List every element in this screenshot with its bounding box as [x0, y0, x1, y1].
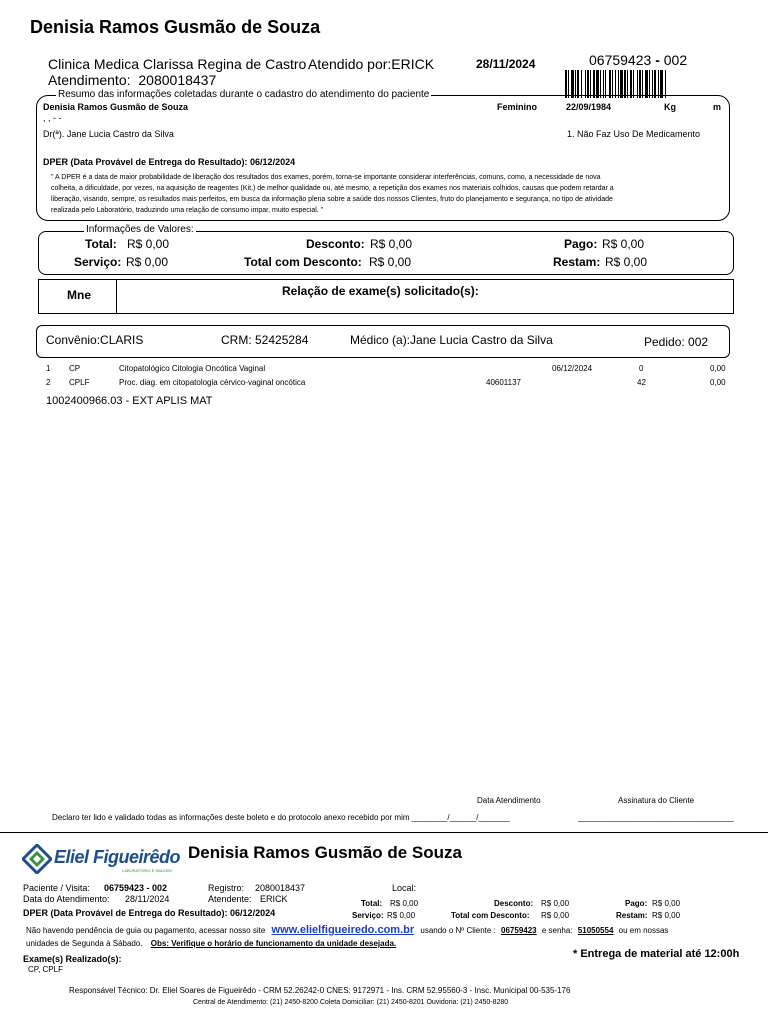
exam-row-1-desc: Citopatológico Citologia Oncótica Vaginal: [119, 364, 266, 373]
values-restam-label: Restam:: [553, 255, 601, 269]
pendencia-text-4: ou em nossas: [618, 926, 669, 935]
pendencia-text-1: Não havendo pendência de guia ou pagamento, acessar nosso site: [26, 926, 266, 935]
footer-total-desconto-label: Total com Desconto:: [451, 911, 530, 920]
barcode-sep: -: [655, 52, 660, 68]
barcode-bar: [665, 70, 666, 98]
senha-value: 51050554: [577, 926, 614, 935]
values-desconto-label: Desconto:: [306, 237, 365, 251]
assinatura-label: Assinatura do Cliente: [618, 796, 695, 805]
footer-paciente-value: 06759423 - 002: [104, 883, 168, 893]
exam-row-1-date: 06/12/2024: [552, 364, 593, 373]
footer-pendencia-line: [26, 924, 668, 936]
footer-servico: R$ 0,00: [387, 911, 416, 920]
footer-patient-name: Denisia Ramos Gusmão de Souza: [188, 843, 462, 862]
responsavel-tecnico: Responsável Técnico: Dr. Eliel Soares de Figueirêdo - CRM 52.26242-0 CNES: 9172971 - Ins. CRM 52.95560-3 - Insc. Municipal 00-535-176: [69, 986, 571, 995]
footer-desconto-label: Desconto:: [494, 899, 534, 908]
summary-birth: 22/09/1984: [566, 102, 612, 112]
data-atendimento-label: Data Atendimento: [477, 796, 541, 805]
exams-header-divider: [116, 279, 117, 313]
footer-restam: R$ 0,00: [652, 911, 681, 920]
ext-line: 1002400966.03 - EXT APLIS MAT: [46, 395, 213, 407]
exam-row-2-n: 2: [46, 378, 51, 387]
summary-dots: , , - -: [43, 113, 62, 123]
convenio-medico: Médico (a):Jane Lucia Castro da Silva: [350, 333, 553, 347]
barcode-number: [589, 52, 687, 68]
exam-row-1-value: 0,00: [710, 364, 726, 373]
footer-pago: R$ 0,00: [652, 899, 681, 908]
exames-realizados-value: CP, CPLF: [28, 965, 63, 974]
values-pago: R$ 0,00: [602, 237, 645, 251]
values-total-desconto-label: Total com Desconto:: [244, 255, 362, 269]
footer-pago-label: Pago:: [625, 899, 648, 908]
footer-desconto: R$ 0,00: [541, 899, 570, 908]
footer-unidades-line: [26, 939, 396, 948]
signature-line: ___________________________________: [578, 813, 734, 822]
atendimento-label: Atendimento:: [48, 72, 131, 88]
footer-restam-label: Restam:: [616, 911, 648, 920]
pendencia-text-2: usando o Nº Cliente :: [420, 926, 496, 935]
exams-title: Relação de exame(s) solicitado(s):: [282, 284, 479, 298]
footer-data-label: Data do Atendimento:: [23, 894, 110, 904]
contatos: Central de Atendimento: (21) 2450-8200 Coleta Domiciliar: (21) 2450-8201 Ouvidoria: (21) 2450-8280: [193, 999, 509, 1006]
values-total-label: Total:: [85, 237, 117, 251]
site-link[interactable]: www.elielfigueiredo.com.br: [271, 924, 415, 936]
exam-row-2-value: 0,00: [710, 378, 726, 387]
logo-text: Eliel Figueirêdo: [54, 847, 181, 867]
exam-row-1-qty: 0: [639, 364, 644, 373]
unidades-text: unidades de Segunda à Sábado.: [26, 939, 143, 948]
entrega-note: * Entrega de material até 12:00h: [573, 948, 740, 960]
lab-logo: [22, 843, 192, 879]
header-date: 28/11/2024: [476, 57, 536, 71]
footer-atendente-value: ERICK: [260, 894, 288, 904]
values-desconto: R$ 0,00: [370, 237, 413, 251]
exam-row-1-n: 1: [46, 364, 51, 373]
values-restam: R$ 0,00: [605, 255, 648, 269]
summary-dper: DPER (Data Provável de Entrega do Resultado): 06/12/2024: [43, 157, 296, 167]
footer-paciente-label: Paciente / Visita:: [23, 883, 90, 893]
clinic-name: Clinica Medica Clarissa Regina de Castro: [48, 56, 307, 72]
summary-note-4: realizada pelo Laboratório, traduzindo uma relação de consumo impar, muito especial. ": [51, 207, 324, 214]
exames-realizados-label: Exame(s) Realizado(s):: [23, 954, 122, 964]
convenio-crm: CRM: 52425284: [221, 333, 309, 347]
values-servico: R$ 0,00: [126, 255, 169, 269]
summary-note-1: " A DPER é a data de maior probabilidade de liberação dos resultados dos exames, porém, torna-se importante considerar interferências, comuns, como, a necessidade de nova: [51, 174, 601, 181]
logo-diamond-icon: [22, 844, 52, 874]
patient-name-title: Denisia Ramos Gusmão de Souza: [30, 17, 321, 37]
exam-row-2-ref: 40601137: [486, 378, 521, 387]
summary-sex: Feminino: [497, 102, 537, 112]
pendencia-text-3: e senha:: [541, 926, 573, 935]
footer-data-value: 28/11/2024: [125, 894, 170, 904]
barcode-suffix: 002: [663, 52, 688, 68]
cut-line: [0, 832, 768, 833]
atendimento-line: [48, 72, 216, 88]
exam-row-2-qty: 42: [637, 378, 646, 387]
logo-subtext: LABORATÓRIO E IMAGEM: [122, 868, 172, 873]
summary-kg: Kg: [664, 102, 676, 112]
summary-name: Denisia Ramos Gusmão de Souza: [43, 102, 189, 112]
summary-legend: Resumo das informações coletadas durante o cadastro do atendimento do paciente: [58, 89, 430, 100]
footer-atendente-label: Atendente:: [208, 894, 252, 904]
values-pago-label: Pago:: [564, 237, 598, 251]
summary-doctor: Dr(ª). Jane Lucia Castro da Silva: [43, 129, 174, 139]
footer-total-desconto: R$ 0,00: [541, 911, 570, 920]
summary-note-2: colheita, a dificuldade, por vezes, na aquisição de reagentes (Kit,) de melhor qualidade ou, até mesmo, a repetição dos exames nos materiais colhidos, causas que podem retardar a: [51, 185, 614, 192]
convenio: Convênio:CLARIS: [46, 333, 144, 347]
exam-row-1-code: CP: [69, 364, 81, 373]
footer-servico-label: Serviço:: [352, 911, 384, 920]
barcode-code: 06759423: [589, 52, 652, 68]
summary-medication: 1. Não Faz Uso De Medicamento: [567, 129, 701, 139]
barcode-image: [565, 70, 666, 98]
footer-total: R$ 0,00: [390, 899, 419, 908]
convenio-pedido: Pedido: 002: [644, 335, 709, 349]
exam-row-2-code: CPLF: [69, 378, 90, 387]
footer-local-label: Local:: [392, 883, 417, 893]
exam-row-2-desc: Proc. diag. em citopatologia cérvico-vaginal oncótica: [119, 378, 306, 387]
summary-m: m: [713, 102, 722, 112]
atendimento-value: 2080018437: [138, 72, 217, 88]
footer-total-label: Total:: [361, 899, 383, 908]
obs-text: Obs: Verifique o horário de funcionamento da unidade desejada.: [150, 939, 397, 948]
footer-dper: DPER (Data Provável de Entrega do Resultado): 06/12/2024: [23, 908, 276, 918]
exams-mne-label: Mne: [67, 288, 91, 302]
cliente-number: 06759423: [501, 926, 537, 935]
footer-registro-value: 2080018437: [255, 883, 306, 893]
values-servico-label: Serviço:: [74, 255, 122, 269]
values-legend: Informações de Valores:: [86, 224, 194, 235]
attended-by: Atendido por:ERICK: [308, 56, 435, 72]
summary-note-3: liberação, visando, sempre, os resultados mais perfeitos, em busca da informação plena sobre a saúde dos nossos Clientes, fruto do planejamento e segurança, no tipo de atividade: [51, 196, 613, 203]
declaro-text: Declaro ter lido e validado todas as informações deste boleto e do protocolo anexo recebido por mim ________/______/_______: [52, 813, 510, 822]
values-total-desconto: R$ 0,00: [369, 255, 412, 269]
values-total: R$ 0,00: [127, 237, 170, 251]
footer-registro-label: Registro:: [208, 883, 245, 893]
